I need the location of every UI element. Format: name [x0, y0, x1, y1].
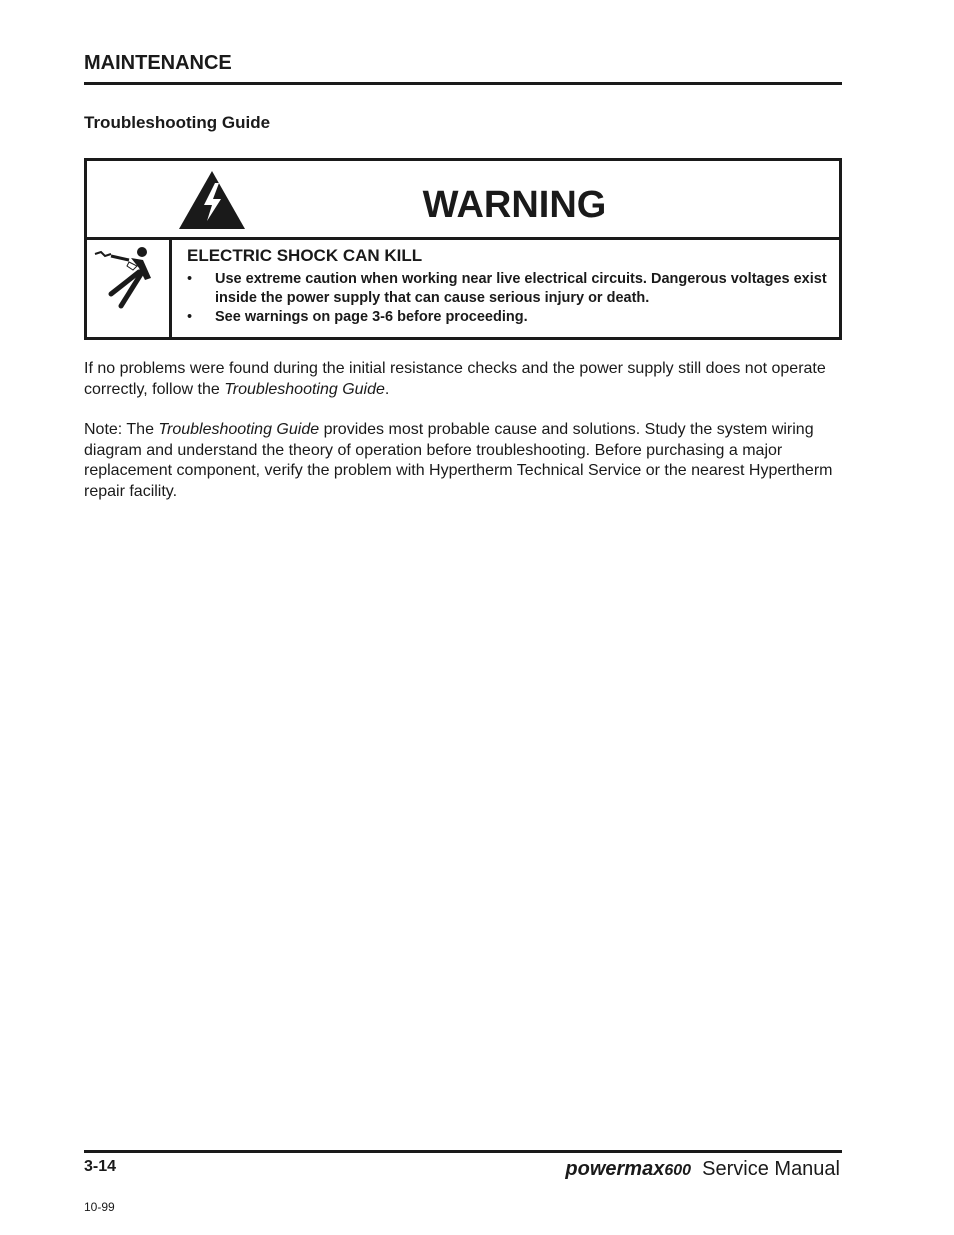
warning-bullet-list — [187, 270, 827, 327]
guide-reference: Troubleshooting Guide — [158, 421, 320, 438]
warning-box — [84, 158, 842, 340]
note-paragraph — [84, 420, 844, 502]
brand-name: powermax — [565, 1158, 665, 1180]
bullet-marker: • — [187, 309, 193, 325]
warning-title: WARNING — [422, 184, 607, 226]
page-number: 3-14 — [84, 1158, 117, 1175]
warning-bullet-text: See warnings on page 3-6 before proceeding. — [215, 309, 528, 325]
electric-shock-person-icon — [93, 246, 165, 312]
subheading: Troubleshooting Guide — [84, 113, 271, 132]
model-number: 600 — [664, 1162, 692, 1179]
document-title — [565, 1158, 840, 1181]
footer-rule — [84, 1150, 842, 1153]
paragraph-text: Note: The — [84, 421, 159, 438]
warning-bullet — [187, 270, 827, 308]
warning-bullet — [187, 308, 827, 327]
paragraph-text: If no problems were found during the initial resistance checks and the power supply still does not operate correctly, follow the — [84, 360, 826, 398]
shock-icon-cell — [87, 240, 172, 337]
header-rule — [84, 82, 842, 85]
warning-bullet-text: Use extreme caution when working near live electrical circuits. Dangerous voltages exist inside the power supply that can cause serious injury or death. — [215, 271, 827, 306]
intro-paragraph — [84, 359, 844, 400]
revision-date: 10-99 — [84, 1200, 115, 1214]
section-title: MAINTENANCE — [84, 52, 232, 74]
guide-reference: Troubleshooting Guide — [224, 380, 385, 398]
paragraph-text: . — [384, 380, 390, 398]
warning-header — [87, 161, 839, 240]
hazard-heading: ELECTRIC SHOCK CAN KILL — [187, 246, 423, 265]
document-type: Service Manual — [702, 1158, 840, 1180]
bullet-marker: • — [187, 271, 193, 287]
paragraph-text: provides most probable cause and solutions. Study the system wiring diagram and understand the theory of operation before troubleshooting. Before purchasing a major replacement component, verify the problem with Hypertherm Technical Service or the nearest Hypertherm repair facility. — [84, 421, 833, 500]
warning-text — [187, 246, 827, 327]
